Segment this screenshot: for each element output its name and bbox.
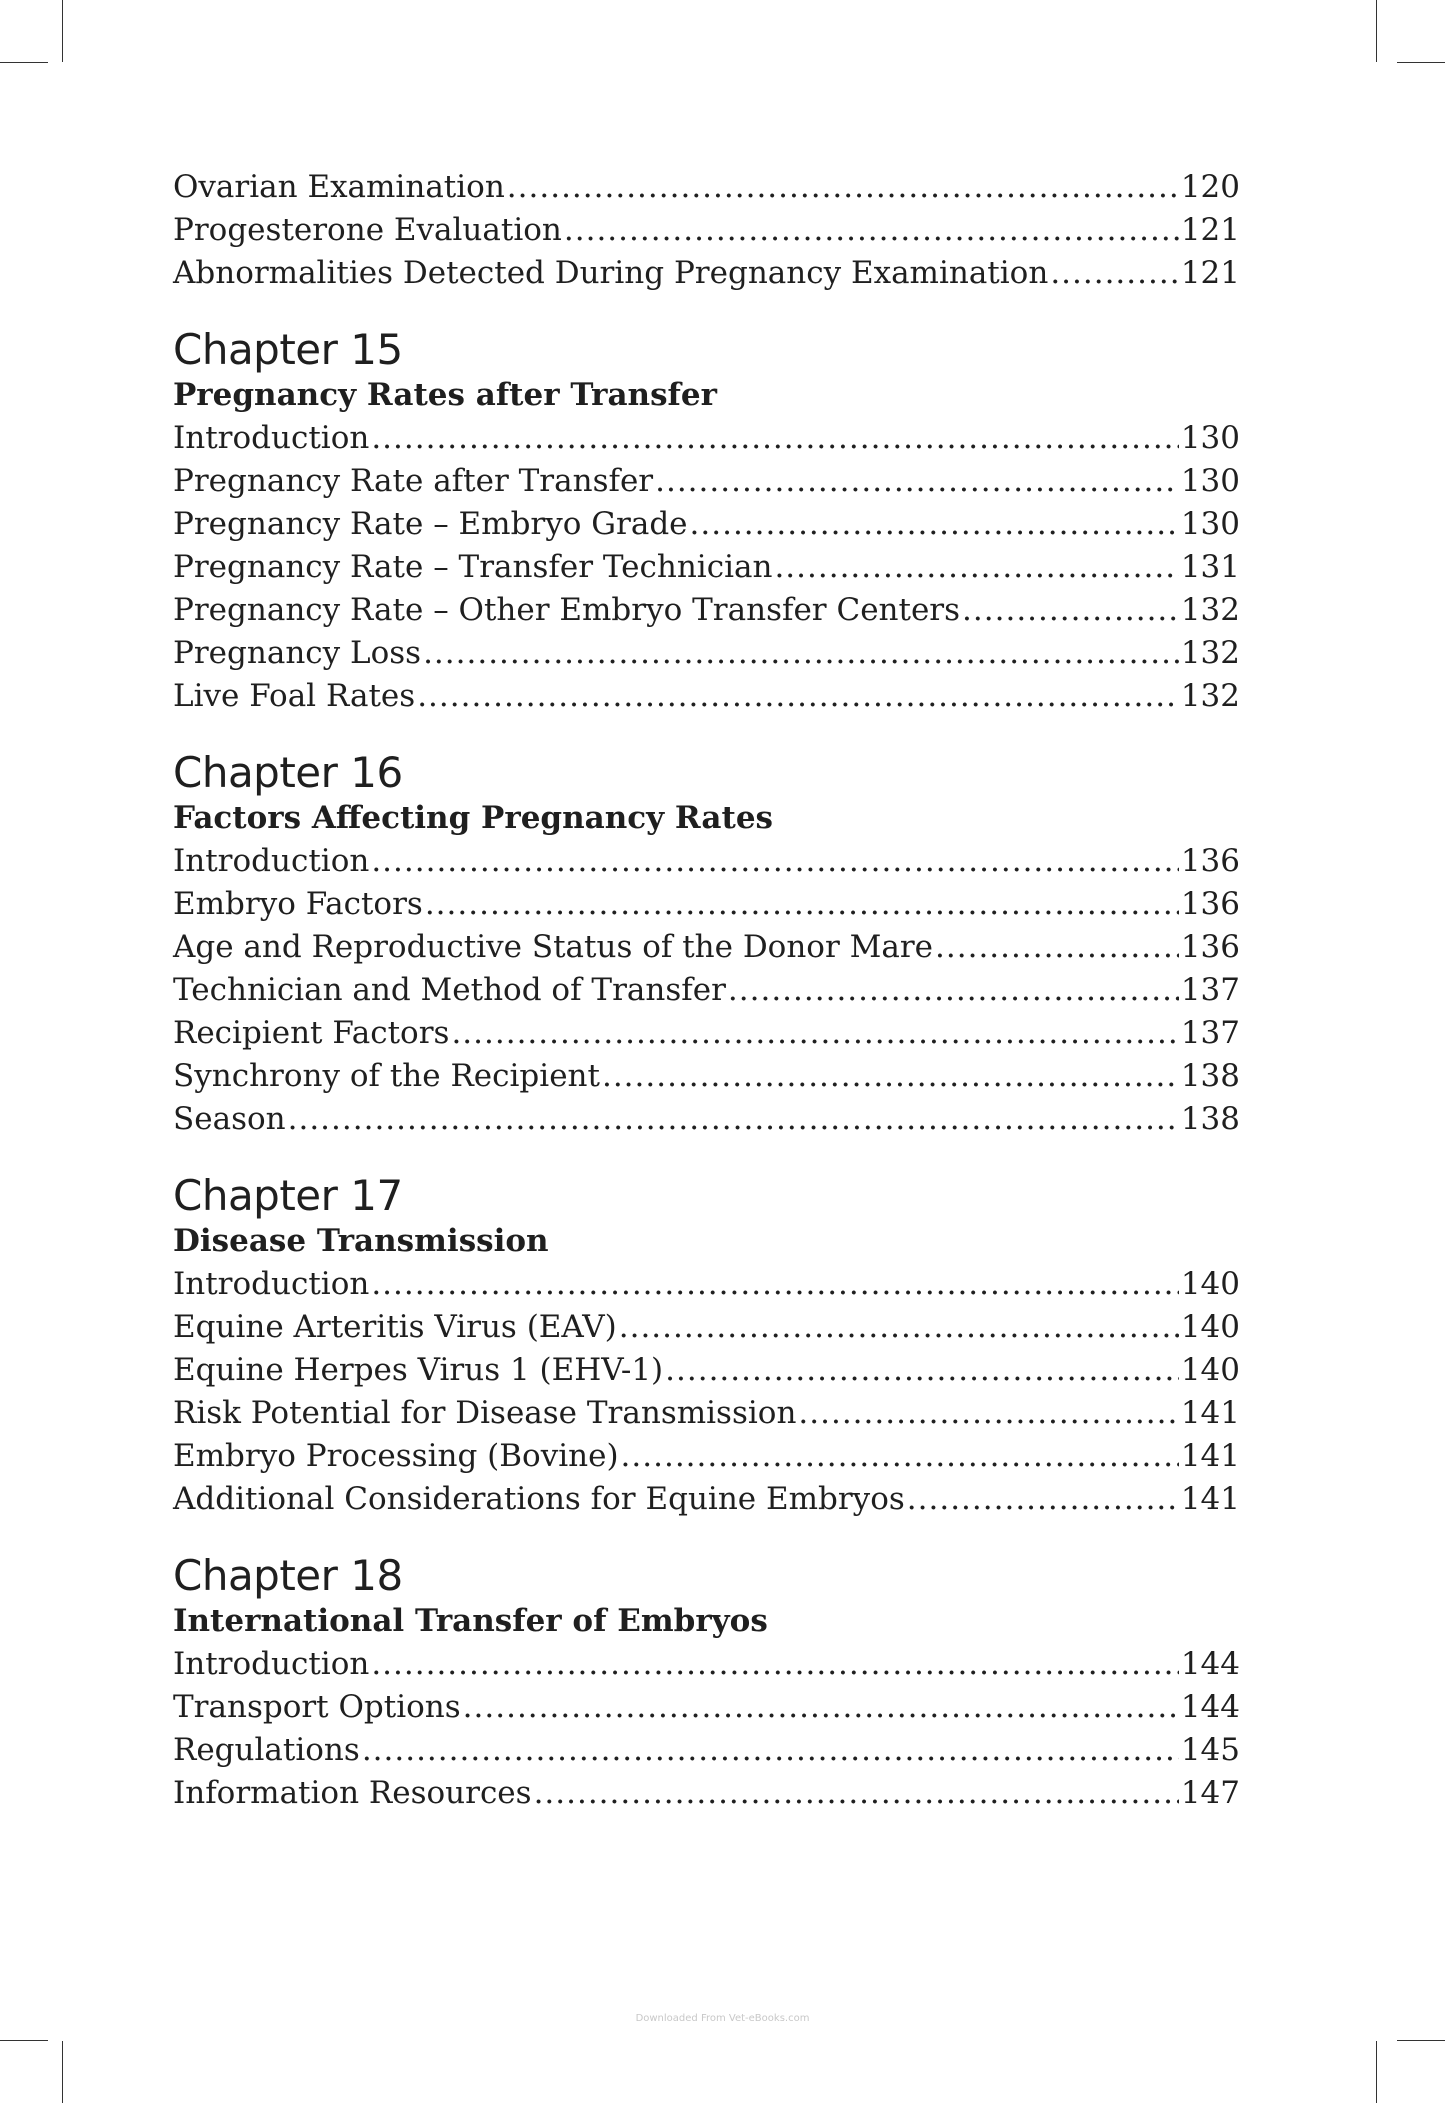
toc-entry[interactable] [173, 675, 1240, 718]
toc-entry-title: Abnormalities Detected During Pregnancy Examination [173, 255, 1049, 291]
dot-leader [451, 1012, 1178, 1055]
crop-mark-bottom-left [62, 2041, 63, 2103]
toc-entry[interactable] [173, 1478, 1240, 1521]
toc-entry-page-number: 130 [1180, 506, 1240, 542]
toc-entry[interactable] [173, 209, 1240, 252]
download-watermark: Downloaded From Vet-eBooks.com [635, 2013, 810, 2024]
dot-leader [371, 1263, 1179, 1306]
toc-entry[interactable] [173, 1098, 1240, 1141]
toc-entry[interactable] [173, 546, 1240, 589]
toc-entry-title: Information Resources [173, 1775, 532, 1811]
dot-leader [621, 1435, 1179, 1478]
toc-entry-page-number: 136 [1180, 843, 1240, 879]
toc-entry-page-number: 137 [1180, 972, 1240, 1008]
dot-leader [564, 209, 1179, 252]
chapter-heading: Chapter 16 [173, 748, 403, 797]
crop-mark-bottom-right-h [1397, 2040, 1445, 2041]
chapter-heading: Chapter 15 [173, 325, 403, 374]
toc-entry-title: Pregnancy Rate – Other Embryo Transfer Centers [173, 592, 961, 628]
toc-entry[interactable] [173, 1392, 1240, 1435]
dot-leader [371, 840, 1179, 883]
toc-entry[interactable] [173, 1263, 1240, 1306]
toc-entry-page-number: 140 [1180, 1352, 1240, 1388]
toc-entry[interactable] [173, 417, 1240, 460]
dot-leader [423, 632, 1179, 675]
toc-entry-page-number: 147 [1180, 1775, 1240, 1811]
dot-leader [690, 503, 1179, 546]
toc-entry-page-number: 132 [1180, 678, 1240, 714]
toc-entry-page-number: 140 [1180, 1266, 1240, 1302]
toc-entry[interactable] [173, 1772, 1240, 1815]
toc-entry[interactable] [173, 1055, 1240, 1098]
toc-entry-title: Live Foal Rates [173, 678, 416, 714]
dot-leader [463, 1686, 1179, 1729]
chapter-title: Pregnancy Rates after Transfer [173, 377, 717, 413]
dot-leader [798, 1392, 1178, 1435]
toc-entry-page-number: 132 [1180, 592, 1240, 628]
toc-entry-page-number: 141 [1180, 1481, 1240, 1517]
crop-mark-bottom-right [1376, 2041, 1377, 2103]
dot-leader [602, 1055, 1179, 1098]
toc-entry-title: Pregnancy Loss [173, 635, 422, 671]
chapter-block [173, 1171, 1240, 1521]
chapter-heading: Chapter 18 [173, 1551, 403, 1600]
chapter-title: Disease Transmission [173, 1223, 549, 1259]
toc-entry-title: Introduction [173, 843, 370, 879]
dot-leader [417, 675, 1179, 718]
toc-entry[interactable] [173, 1012, 1240, 1055]
toc-entry[interactable] [173, 1643, 1240, 1686]
dot-leader [728, 969, 1179, 1012]
toc-entry[interactable] [173, 926, 1240, 969]
chapter-list [173, 325, 1240, 1815]
crop-mark-top-right-h [1397, 62, 1445, 63]
toc-entry-title: Progesterone Evaluation [173, 212, 562, 248]
toc-entry-title: Season [173, 1101, 286, 1137]
toc-entry-title: Pregnancy Rate – Transfer Technician [173, 549, 773, 585]
toc-entry-page-number: 136 [1180, 886, 1240, 922]
chapter-title: International Transfer of Embryos [173, 1603, 768, 1639]
dot-leader [288, 1098, 1179, 1141]
toc-entry-title: Embryo Processing (Bovine) [173, 1438, 619, 1474]
toc-entry-page-number: 121 [1180, 255, 1240, 291]
toc-entry-title: Synchrony of the Recipient [173, 1058, 600, 1094]
toc-entry-page-number: 144 [1180, 1689, 1240, 1725]
dot-leader [774, 546, 1178, 589]
toc-entry-title: Equine Arteritis Virus (EAV) [173, 1309, 617, 1345]
toc-entry-page-number: 138 [1180, 1101, 1240, 1137]
crop-mark-top-right [1376, 0, 1377, 62]
toc-entry-title: Technician and Method of Transfer [173, 972, 726, 1008]
crop-mark-bottom-left-h [0, 2040, 48, 2041]
toc-entry-page-number: 120 [1180, 169, 1240, 205]
toc-entry-page-number: 141 [1180, 1395, 1240, 1431]
toc-entry[interactable] [173, 840, 1240, 883]
toc-entry[interactable] [173, 166, 1240, 209]
dot-leader [962, 589, 1179, 632]
dot-leader [425, 883, 1179, 926]
toc-entry-page-number: 137 [1180, 1015, 1240, 1051]
toc-entry-title: Regulations [173, 1732, 360, 1768]
dot-leader [1050, 252, 1179, 295]
toc-entry-title: Transport Options [173, 1689, 461, 1725]
toc-entry-page-number: 136 [1180, 929, 1240, 965]
toc-entry-title: Equine Herpes Virus 1 (EHV-1) [173, 1352, 664, 1388]
toc-entry-title: Age and Reproductive Status of the Donor Mare [173, 929, 934, 965]
dot-leader [507, 166, 1179, 209]
toc-entry-title: Risk Potential for Disease Transmission [173, 1395, 797, 1431]
toc-entry[interactable] [173, 1349, 1240, 1392]
toc-entry-title: Introduction [173, 420, 370, 456]
toc-entry[interactable] [173, 1306, 1240, 1349]
toc-entry-title: Introduction [173, 1646, 370, 1682]
chapter-title: Factors Affecting Pregnancy Rates [173, 800, 773, 836]
dot-leader [935, 926, 1179, 969]
chapter-block [173, 1551, 1240, 1815]
toc-entry[interactable] [173, 632, 1240, 675]
dot-leader [362, 1729, 1179, 1772]
toc-entry[interactable] [173, 969, 1240, 1012]
toc-entry-page-number: 132 [1180, 635, 1240, 671]
toc-entry-page-number: 121 [1180, 212, 1240, 248]
toc-entry-title: Pregnancy Rate after Transfer [173, 463, 654, 499]
crop-mark-top-left [62, 0, 63, 62]
toc-entry-page-number: 131 [1180, 549, 1240, 585]
chapter-heading: Chapter 17 [173, 1171, 403, 1220]
toc-entry-title: Embryo Factors [173, 886, 423, 922]
toc-entry-page-number: 145 [1180, 1732, 1240, 1768]
toc-entry-title: Introduction [173, 1266, 370, 1302]
toc-entry[interactable] [173, 1686, 1240, 1729]
chapter-block [173, 748, 1240, 1141]
toc-entry[interactable] [173, 589, 1240, 632]
toc-entry-page-number: 140 [1180, 1309, 1240, 1345]
toc-entry-page-number: 138 [1180, 1058, 1240, 1094]
toc-entry-title: Pregnancy Rate – Embryo Grade [173, 506, 688, 542]
dot-leader [907, 1478, 1179, 1521]
dot-leader [655, 460, 1179, 503]
toc-entry[interactable] [173, 1435, 1240, 1478]
crop-mark-top-left-h [0, 62, 48, 63]
dot-leader [665, 1349, 1179, 1392]
toc-entry-title: Recipient Factors [173, 1015, 450, 1051]
toc-entry[interactable] [173, 460, 1240, 503]
toc-entry-page-number: 130 [1180, 463, 1240, 499]
toc-entry-page-number: 144 [1180, 1646, 1240, 1682]
toc-entry-title: Additional Considerations for Equine Embryos [173, 1481, 905, 1517]
toc-entry-page-number: 130 [1180, 420, 1240, 456]
continued-entries [173, 166, 1240, 295]
table-of-contents [173, 166, 1240, 1815]
toc-entry-title: Ovarian Examination [173, 169, 505, 205]
toc-entry[interactable] [173, 503, 1240, 546]
toc-entry[interactable] [173, 1729, 1240, 1772]
dot-leader [534, 1772, 1179, 1815]
toc-entry[interactable] [173, 883, 1240, 926]
dot-leader [371, 417, 1179, 460]
toc-entry[interactable] [173, 252, 1240, 295]
dot-leader [619, 1306, 1179, 1349]
toc-entry-page-number: 141 [1180, 1438, 1240, 1474]
dot-leader [371, 1643, 1179, 1686]
chapter-block [173, 325, 1240, 718]
